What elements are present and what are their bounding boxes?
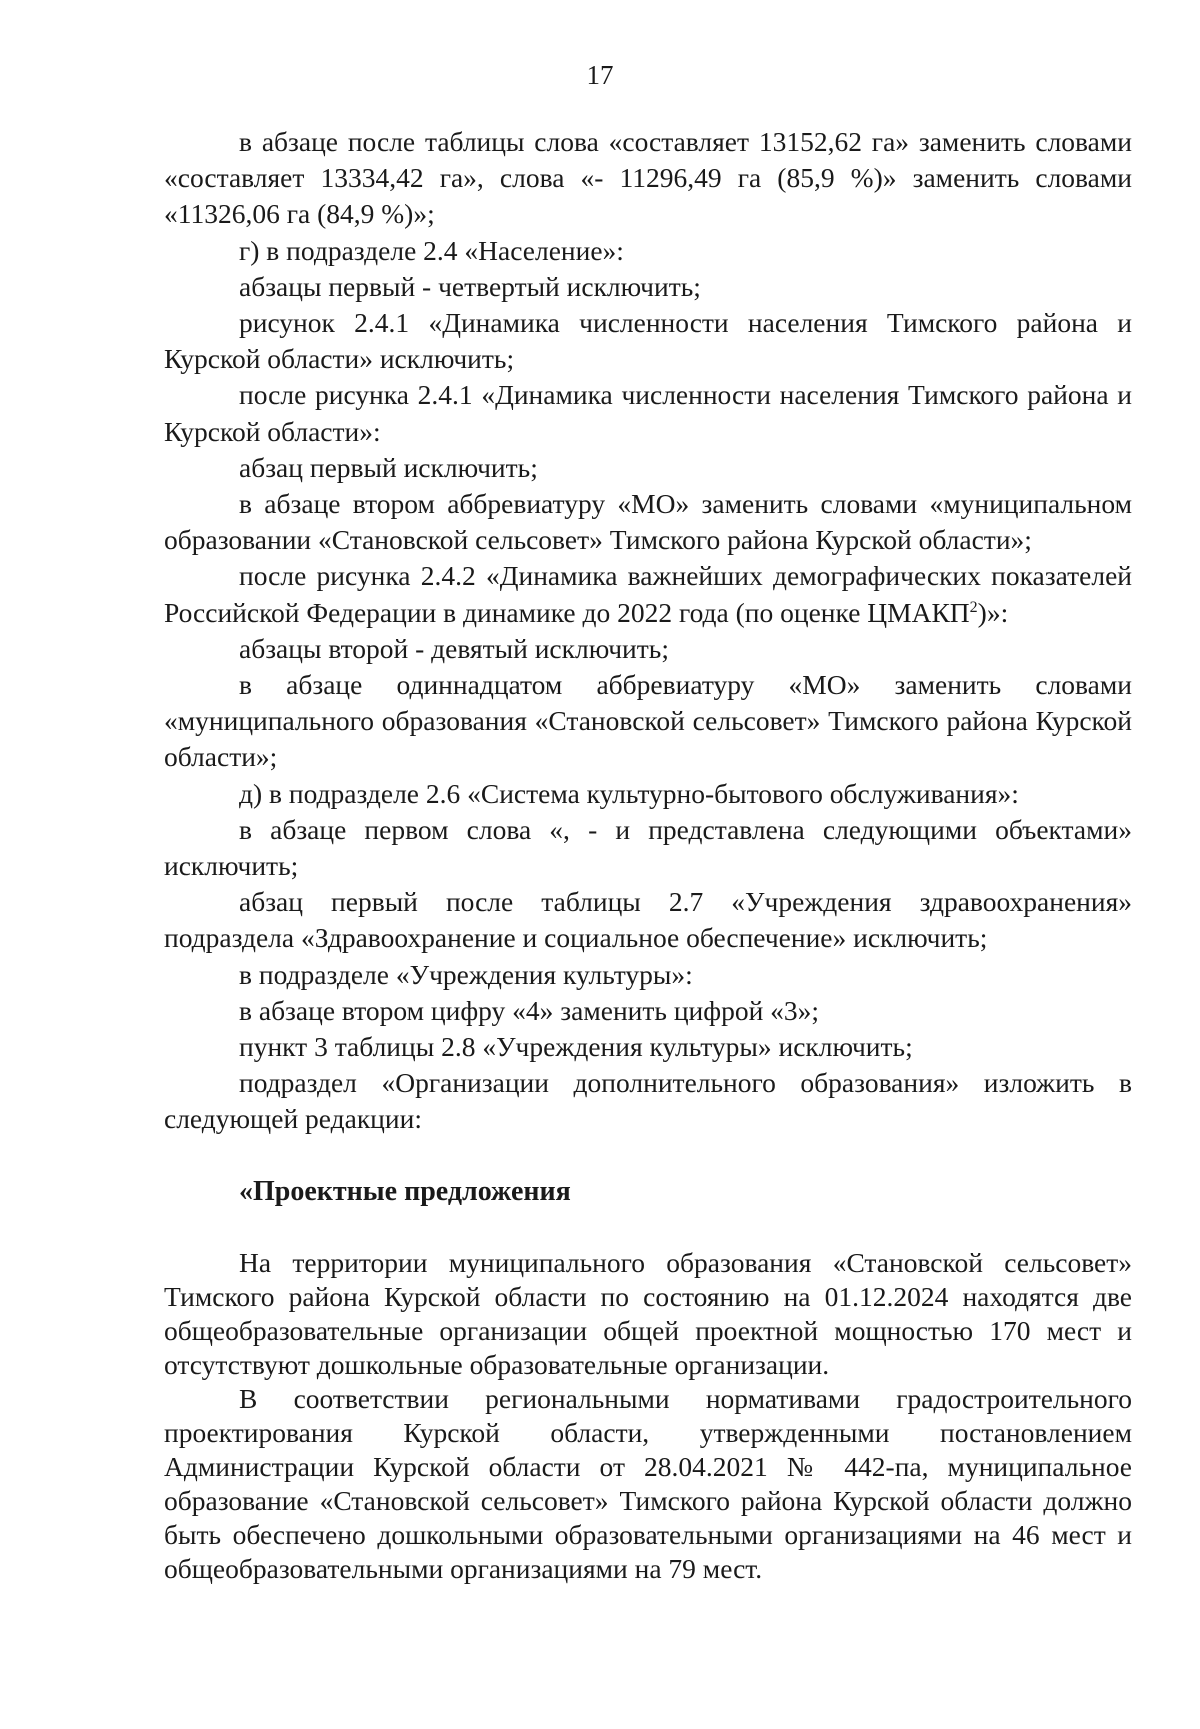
document-body	[164, 124, 1132, 1586]
page-number: 17	[586, 60, 614, 90]
paragraph: абзацы второй - девятый исключить;	[239, 632, 669, 664]
paragraph: пункт 3 таблицы 2.8 «Учреждения культуры» исключить;	[239, 1031, 913, 1063]
paragraph: г) в подразделе 2.4 «Население»:	[239, 234, 624, 266]
paragraph: абзацы первый - четвертый исключить;	[239, 270, 701, 302]
paragraph-text: )»:	[977, 596, 1009, 628]
paragraph: в абзаце первом слова «, - и представлена следующими объектами» исключить;	[164, 813, 1132, 882]
paragraph: д) в подразделе 2.6 «Система культурно-бытового обслуживания»:	[239, 777, 1019, 809]
paragraph: в подразделе «Учреждения культуры»:	[239, 958, 693, 990]
paragraph: в абзаце втором цифру «4» заменить цифрой «3»;	[239, 994, 820, 1026]
paragraph: в абзаце после таблицы слова «составляет 13152,62 га» заменить словами «составляет 13334,42 га», слова «- 11296,49 га (85,9 %)» заменить словами «11326,06 га (84,9 %)»;	[164, 126, 1132, 230]
paragraph: абзац первый исключить;	[239, 451, 538, 483]
section-paragraph: В соответствии региональными нормативами градостроительного проектирования Курской области, утвержденными постановлением Администрации Курской области от 28.04.2021 № 442-па, муниципальное образование «Становской сельсовет» Тимского района Курской области должно быть обеспечено дошкольными образовательными организациями на 46 мест и общеобразовательными организациями на 79 мест.	[164, 1382, 1132, 1584]
paragraph: подраздел «Организации дополнительного образования» изложить в следующей редакции:	[164, 1067, 1132, 1135]
paragraph: абзац первый после таблицы 2.7 «Учреждения здравоохранения» подраздела «Здравоохранение и социальное обеспечение» исключить;	[164, 886, 1132, 954]
paragraph: рисунок 2.4.1 «Динамика численности населения Тимского района и Курской области» исключить;	[164, 307, 1132, 375]
footnote-marker: 2	[969, 598, 978, 616]
section-paragraph: На территории муниципального образования «Становской сельсовет» Тимского района Курской области по состоянию на 01.12.2024 находятся две общеобразовательные организации общей проектной мощностью 170 мест и отсутствуют дошкольные образовательные организации.	[164, 1246, 1132, 1380]
paragraph: в абзаце одиннадцатом аббревиатуру «МО» заменить словами «муниципального образования «Становской сельсовет» Тимского района Курской области»;	[164, 669, 1132, 773]
paragraph-text: после рисунка 2.4.2 «Динамика важнейших демографических показателей Российской Федерации в динамике до 2022 года (по оценке ЦМАКП	[164, 560, 1132, 628]
paragraph: после рисунка 2.4.1 «Динамика численности населения Тимского района и Курской области»:	[164, 379, 1132, 447]
section-heading: «Проектные предложения	[239, 1175, 571, 1207]
paragraph: в абзаце втором аббревиатуру «МО» заменить словами «муниципальном образовании «Становской сельсовет» Тимского района Курской области»;	[164, 488, 1132, 556]
paragraph-with-footnote	[164, 558, 1132, 630]
